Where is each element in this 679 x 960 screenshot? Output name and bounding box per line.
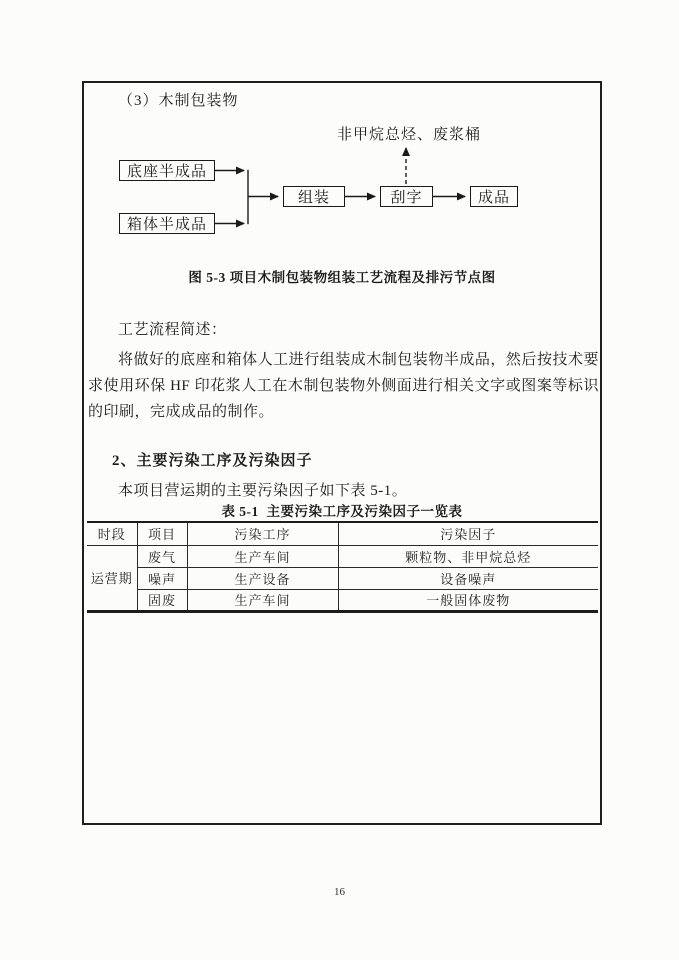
table-row <box>87 567 598 589</box>
cell-process: 生产车间 <box>187 589 338 611</box>
header-cell-process: 污染工序 <box>187 522 338 545</box>
cell-factor: 颗粒物、非甲烷总烃 <box>338 545 598 567</box>
process-brief-label: 工艺流程简述： <box>118 322 227 338</box>
cell-period-operation: 运营期 <box>87 545 137 611</box>
header-cell-item: 项目 <box>137 522 187 545</box>
process-description-paragraph: 将做好的底座和箱体人工进行组装成木制包装物半成品，然后按技术要求使用环保 HF 印花浆人工在木制包装物外侧面进行相关文字或图案等标识的印刷，完成成品的制作。 <box>88 352 599 420</box>
table-row <box>87 545 598 567</box>
table-title: 表 5-1 主要污染工序及污染因子一览表 <box>221 504 463 519</box>
cell-factor: 一般固体废物 <box>338 589 598 611</box>
pollution-table-container <box>87 521 598 613</box>
page-number: 16 <box>334 886 345 898</box>
section-heading-wooden-packaging: （3）木制包装物 <box>118 93 239 109</box>
flow-node-finished-product: 成品 <box>470 186 518 207</box>
cell-process: 生产车间 <box>187 545 338 567</box>
emission-label: 非甲烷总烃、废浆桶 <box>336 127 481 143</box>
section-heading-pollution: 2、主要污染工序及污染因子 <box>112 453 313 469</box>
figure-caption: 图 5-3 项目木制包装物组装工艺流程及排污节点图 <box>188 270 496 285</box>
flow-node-scrape-print: 刮字 <box>380 186 433 207</box>
pollution-table <box>87 521 598 613</box>
table-row <box>87 589 598 611</box>
cell-item: 噪声 <box>137 567 187 589</box>
flow-node-assemble: 组装 <box>283 186 345 207</box>
table-header-row <box>87 522 598 545</box>
cell-factor: 设备噪声 <box>338 567 598 589</box>
flow-node-boxbody-semifinished: 箱体半成品 <box>119 213 215 234</box>
cell-item: 固废 <box>137 589 187 611</box>
cell-item: 废气 <box>137 545 187 567</box>
header-cell-period: 时段 <box>87 522 137 545</box>
table-intro-sentence: 本项目营运期的主要污染因子如下表 5-1。 <box>118 483 408 499</box>
header-cell-factor: 污染因子 <box>338 522 598 545</box>
cell-process: 生产设备 <box>187 567 338 589</box>
process-flowchart <box>82 120 602 260</box>
flow-node-base-semifinished: 底座半成品 <box>119 160 215 181</box>
